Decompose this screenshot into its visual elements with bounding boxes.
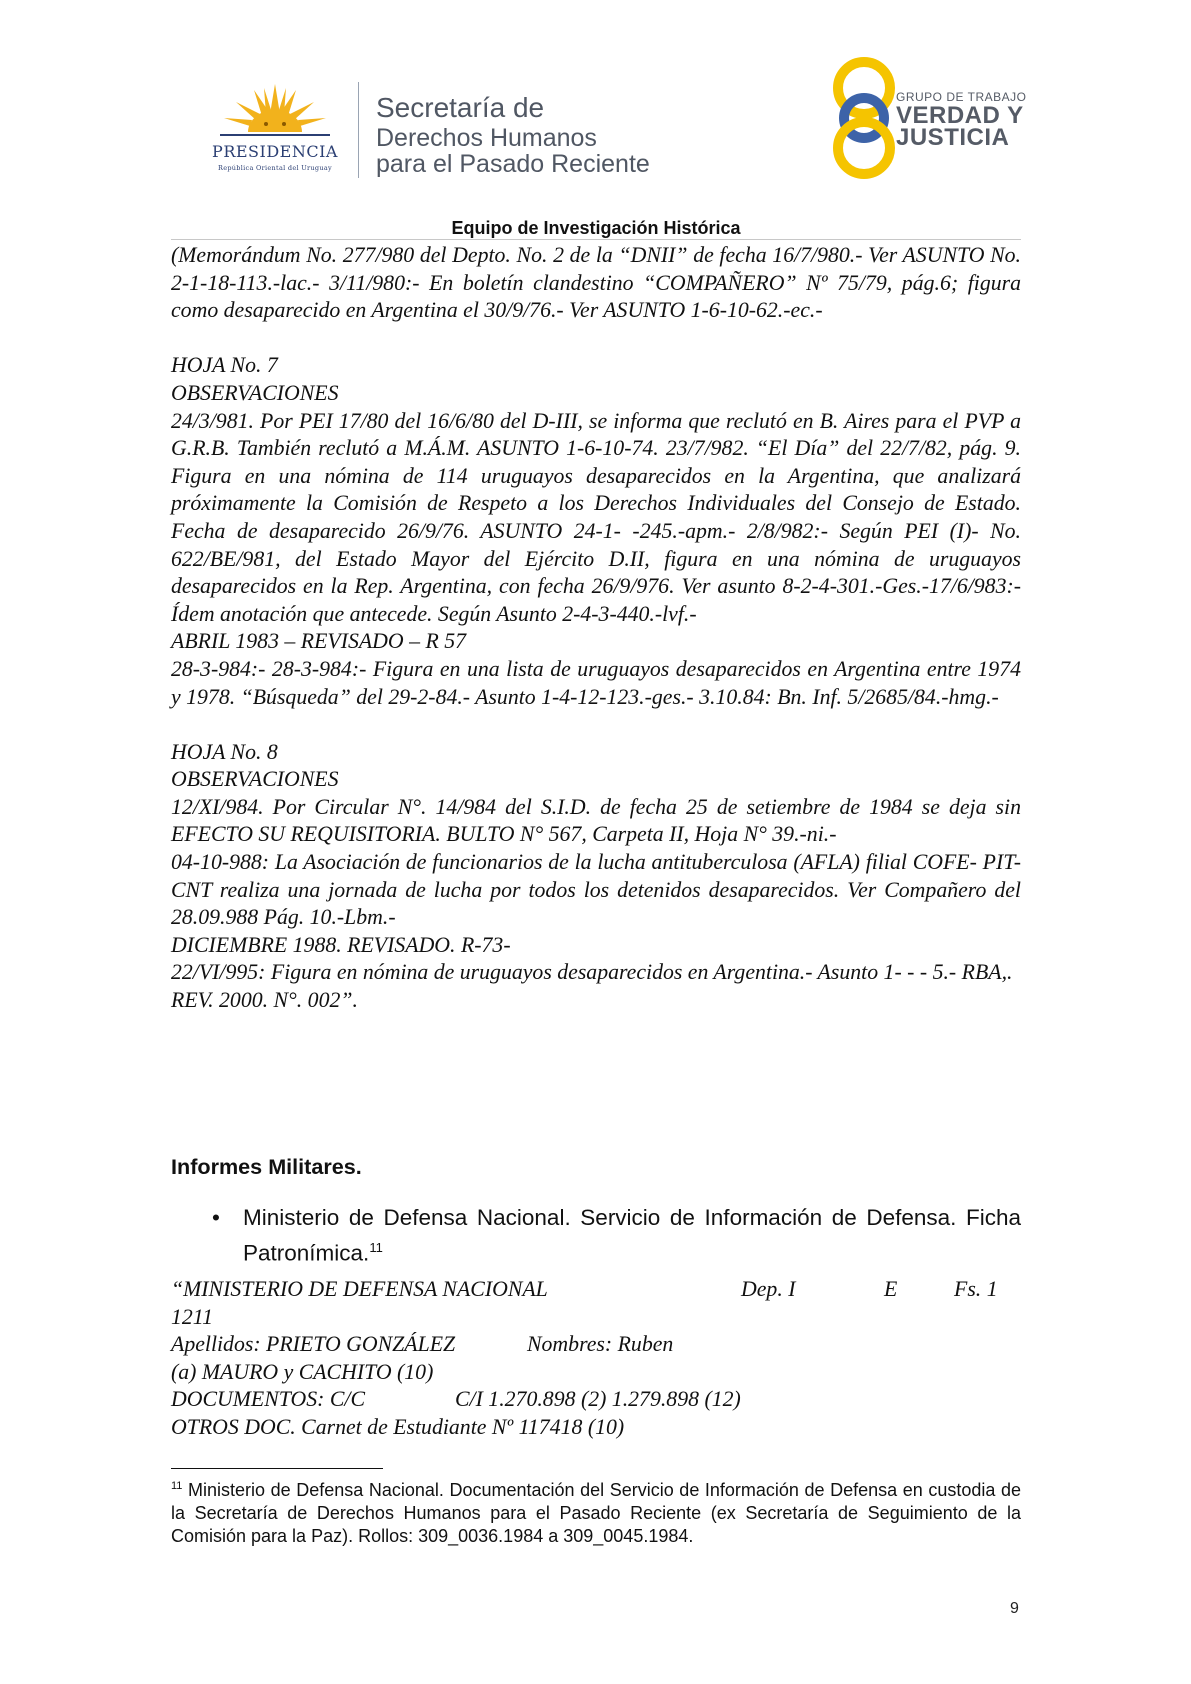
- ficha-ci: C/I 1.270.898 (2) 1.279.898 (12): [455, 1387, 741, 1412]
- ficha-row-ministerio: [171, 1276, 1021, 1304]
- busqueda-paragraph: 28-3-984:- 28-3-984:- Figura en una lista de uruguayos desaparecidos en Argentina entre 1974 y 1978. “Búsqueda” del 29-2-84.- Asunto 1-4-12-123.-ges.- 3.10.84: Bn. Inf. 5/2685/84.-hmg.-: [171, 656, 1021, 709]
- header-rule: [171, 239, 1021, 240]
- ficha-alias: (a) MAURO y CACHITO (10): [171, 1359, 434, 1384]
- ficha-row-documentos: [171, 1386, 1021, 1414]
- document-body: [171, 242, 1021, 1015]
- secretaria-line-3: para el Pasado Reciente: [376, 150, 650, 178]
- header-divider: [358, 82, 359, 178]
- team-title: Equipo de Investigación Histórica: [451, 218, 741, 238]
- ficha-row-names: [171, 1331, 1021, 1359]
- circular-paragraph: 12/XI/984. Por Circular N°. 14/984 del S.I.D. de fecha 25 de setiembre de 1984 se deja sin EFECTO SU REQUISITORIA. BULTO N° 567, Carpeta II, Hoja N° 39.-ni.-: [171, 794, 1021, 847]
- ficha-patronimica: [171, 1276, 1021, 1442]
- memorandum-paragraph: (Memorándum No. 277/980 del Depto. No. 2 de la “DNII” de fecha 16/7/980.- Ver ASUNTO No. 2-1-18-113.-lac.- 3/11/980:- En boletín clandestino “COMPAÑERO” Nº 75/79, pág.6; figura como desaparecido en Argentina el 30/9/76.- Ver ASUNTO 1-6-10-62.-ec.-: [171, 243, 1021, 323]
- ficha-row-num: [171, 1304, 1021, 1332]
- afla-paragraph: 04-10-988: La Asociación de funcionarios de la lucha antituberculosa (AFLA) filial COFE- PIT-CNT realiza una jornada de lucha por todos los detenidos desaparecidos. Ver Compañero del 28.09.988 Pág. 10.-Lbm.-: [171, 850, 1021, 930]
- nomina-paragraph: 22/VI/995: Figura en nómina de uruguayos desaparecidos en Argentina.- Asunto 1- - - 5.- RBA,.: [171, 960, 1013, 985]
- ficha-otros: OTROS DOC. Carnet de Estudiante Nº 117418 (10): [171, 1414, 625, 1439]
- ficha-fs: Fs. 1: [954, 1277, 998, 1301]
- ficha-dep: Dep. I: [741, 1277, 796, 1301]
- diciembre-revisado-line: DICIEMBRE 1988. REVISADO. R-73-: [171, 932, 511, 957]
- spacer: [171, 711, 1021, 739]
- verdad-justicia-logo-icon: [822, 56, 906, 180]
- secretaria-line-2: Derechos Humanos: [376, 124, 597, 152]
- presidencia-name: PRESIDENCIA: [212, 142, 338, 161]
- ficha-num: 1211: [171, 1304, 213, 1329]
- abril-revisado-line: ABRIL 1983 – REVISADO – R 57: [171, 629, 467, 654]
- hoja-8-heading: HOJA No. 8: [171, 739, 278, 764]
- spacer: [171, 325, 1021, 353]
- presidencia-subtitle: República Oriental del Uruguay: [218, 164, 332, 172]
- presidencia-logo: [196, 80, 354, 180]
- footnote-text: Ministerio de Defensa Nacional. Documentación del Servicio de Información de Defensa en custodia de la Secretaría de Derechos Humanos para el Pasado Reciente (ex Secretaría de Seguimiento de la Comisión para la Paz). Rollos: 309_0036.1984 a 309_0045.1984.: [171, 1480, 1021, 1546]
- observaciones-7-heading: OBSERVACIONES: [171, 380, 339, 405]
- bullet-text: Ministerio de Defensa Nacional. Servicio de Información de Defensa. Ficha Patronímica.: [243, 1205, 1021, 1266]
- ficha-apellidos: Apellidos: PRIETO GONZÁLEZ: [171, 1332, 456, 1357]
- page-number: 9: [1010, 1600, 1019, 1617]
- bullet-text-block: [243, 1203, 1021, 1269]
- ficha-row-otros: [171, 1414, 1021, 1442]
- rev-2000-line: REV. 2000. N°. 002”.: [171, 988, 358, 1013]
- footnote-reference[interactable]: 11: [369, 1240, 383, 1255]
- bullet-icon: •: [212, 1205, 220, 1230]
- ficha-documentos: DOCUMENTOS: C/C: [171, 1387, 365, 1412]
- informes-militares-heading: Informes Militares.: [171, 1154, 362, 1179]
- hoja-7-heading: HOJA No. 7: [171, 353, 278, 378]
- ficha-e: E: [884, 1277, 898, 1301]
- gtvj-verdad: VERDAD Y: [896, 102, 1024, 129]
- gtvj-justicia: JUSTICIA: [896, 124, 1010, 151]
- hoja-7-paragraph: 24/3/981. Por PEI 17/80 del 16/6/80 del D-III, se informa que reclutó en B. Aires para el PVP a G.R.B. También reclutó a M.Á.M. ASUNTO 1-6-10-74. 23/7/982. “El Día” del 22/7/82, pág. 9. Figura en una nómina de 114 uruguayos desaparecidos en la Argentina, que analizará próximamente la Comisión de Respeto a los Derechos Individuales del Consejo de Estado. Fecha de desaparecido 26/9/76. ASUNTO 24-1- -245.-apm.- 2/8/982:- Según PEI (I)- No. 622/BE/981, del Estado Mayor del Ejército D.II, figura en una nómina de uruguayos desaparecidos en la Rep. Argentina, con fecha 26/9/976. Ver asunto 8-2-4-301.-Ges.-17/6/983:- Ídem anotación que antecede. Según Asunto 2-4-3-440.-lvf.-: [171, 408, 1021, 626]
- sun-emblem-icon: [196, 80, 354, 142]
- ficha-row-alias: [171, 1359, 1021, 1387]
- footnote-number: 11: [171, 1480, 183, 1492]
- ficha-nombres: Nombres: Ruben: [527, 1332, 674, 1357]
- ficha-ministerio: “MINISTERIO DE DEFENSA NACIONAL: [171, 1277, 548, 1301]
- footnote: [171, 1475, 1021, 1548]
- gtvj-group-label: GRUPO DE TRABAJO: [896, 90, 1027, 104]
- secretaria-line-1: Secretaría de: [376, 92, 545, 123]
- observaciones-8-heading: OBSERVACIONES: [171, 767, 339, 792]
- footnote-separator: [171, 1468, 383, 1469]
